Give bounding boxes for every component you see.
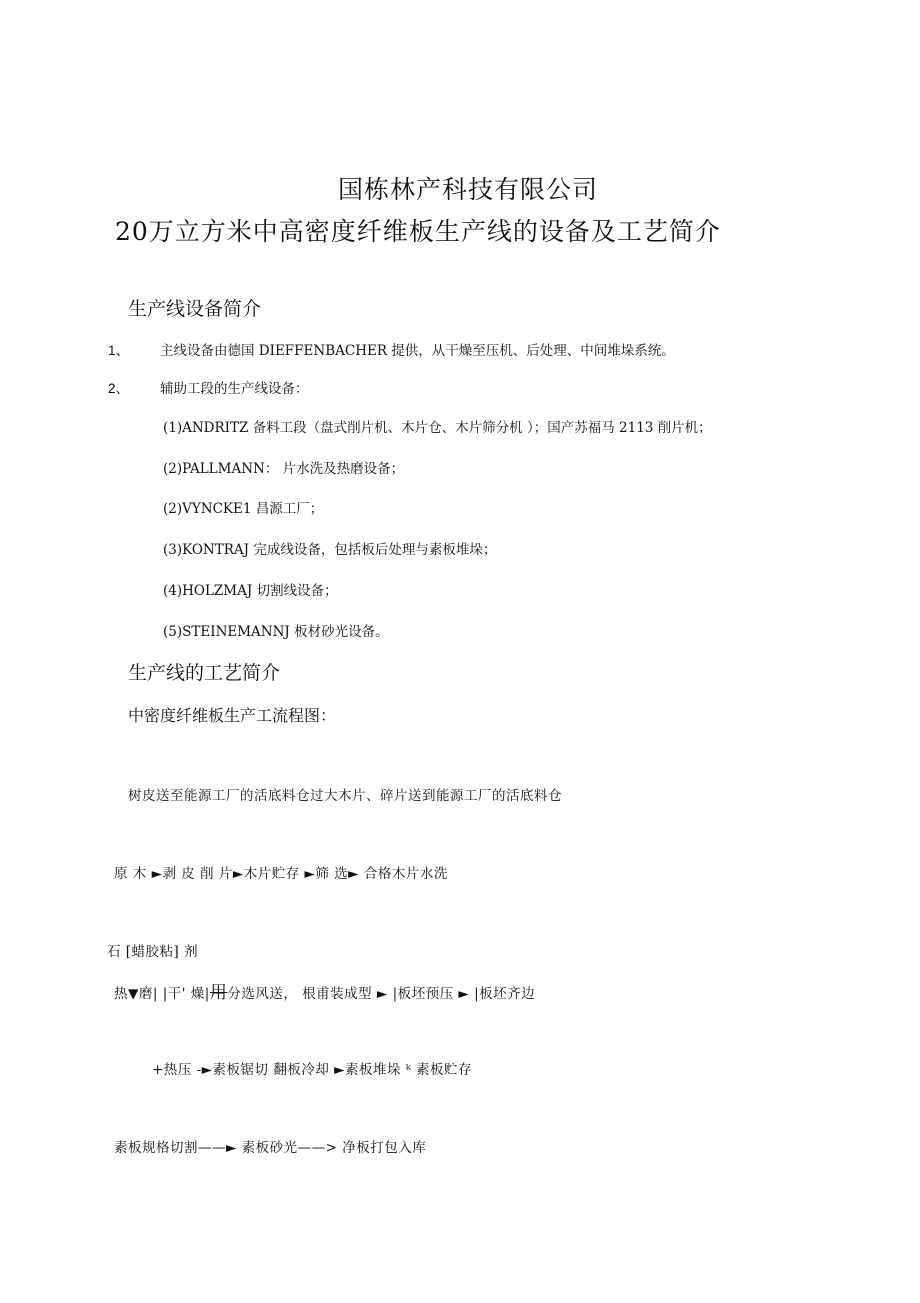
process-subheading: 中密度纤维板生产工流程图： — [128, 706, 337, 725]
sub-item-4: (3)KONTRAJ 完成线设备，包括板后处理与素板堆垛； — [163, 542, 497, 558]
flow-line-pressing: +热压 -►素板锯切 翻板冷却 ►素板堆垛 ᵏ 素板贮存 — [152, 1062, 473, 1078]
company-name: 国栋林产科技有限公司 — [338, 175, 599, 204]
sub-item-3: (2)VYNCKE1 昌源工厂； — [163, 501, 324, 517]
flow-line-additives: 石 [蜡胶粘] 剂 — [107, 944, 199, 960]
equipment-heading: 生产线设备简介 — [128, 298, 262, 320]
item-text: 辅助工段的生产线设备： — [160, 381, 309, 397]
equipment-item-2 — [108, 377, 309, 397]
flow-line-bark: 树皮送至能源工厂的活底料仓过大木片、碎片送到能源工厂的活底料仓 — [128, 788, 562, 804]
item-text: 主线设备由德国 DIEFFENBACHER 提供，从干燥至压机、后处理、中间堆垛系统。 — [160, 343, 675, 359]
process-heading: 生产线的工艺简介 — [128, 662, 281, 684]
item-number: 1、 — [108, 343, 130, 358]
sub-item-5: (4)HOLZMAJ 切割线设备； — [163, 583, 338, 599]
sub-item-1: (1)ANDRITZ 备料工段（盘式削片机、木片仓、木片筛分机 ）；国产苏福马 2113 削片机； — [163, 420, 712, 436]
sub-item-6: (5)STEINEMANNJ 板材砂光设备。 — [163, 624, 389, 640]
flow-line-refining — [114, 978, 535, 1003]
flow-refining-part: 热▼磨| |干' 燥| — [114, 986, 210, 1002]
flow-line-finishing: 素板规格切割——► 素板砂光——> 净板打包入库 — [114, 1140, 427, 1156]
item-number: 2、 — [108, 381, 130, 396]
flow-line-log: 原 木 ►剥 皮 削 片►木片贮存 ►筛 选► 合格木片水洗 — [114, 866, 448, 882]
document-title: 20万立方米中高密度纤维板生产线的设备及工艺简介 — [115, 217, 721, 246]
equipment-item-1 — [108, 339, 675, 359]
sub-item-2: (2)PALLMANN： 片水洗及热磨设备； — [163, 461, 405, 477]
flow-glyph: 用 — [209, 983, 228, 1003]
flow-forming-part: 分选风送， 根甫装成型 ► |板坯预压 ► |板坯齐边 — [227, 986, 536, 1002]
